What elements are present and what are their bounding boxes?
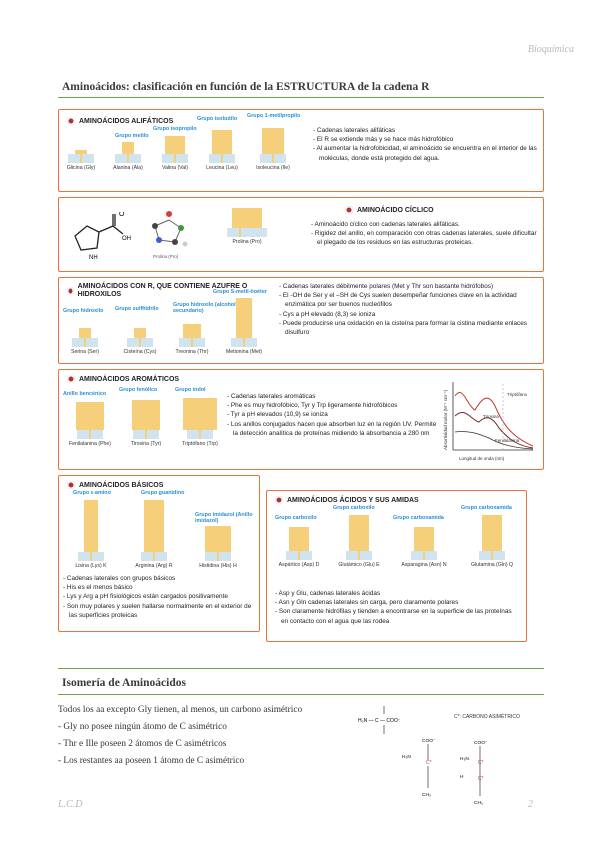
group-label: Anillo bencénico — [63, 391, 107, 397]
svg-text:Tirosina: Tirosina — [483, 414, 499, 419]
molecule-cys: Cisteína (Cys) — [117, 328, 163, 355]
aromatic-bullets: - Cadenas laterales aromáticas - Phe es muy hidrofóbico, Tyr y Trp ligeramente hidrofóbicos - Tyr a pH elevados (10,9) se ioniza - Los anillos conjugados hacen que absorben luz en la región UV. Permite la detección analítica de proteínas midiendo la absorbancia a 280 nm — [227, 393, 437, 437]
group-label: Grupo hidroxilo — [63, 308, 104, 314]
svg-text:NH: NH — [89, 255, 98, 261]
section-title-isomeria: Isomería de Aminoácidos — [62, 677, 186, 689]
footer-author: L.C.D — [58, 799, 83, 810]
aromatic-title: AMINOÁCIDOS AROMÁTICOS — [67, 375, 179, 383]
section-divider — [58, 668, 544, 669]
molecule-met: Metionina (Met) — [219, 298, 269, 355]
uv-absorbance-plot — [439, 376, 539, 466]
svg-text:Fenilalanina: Fenilalanina — [495, 438, 520, 443]
group-label: Grupo indol — [175, 387, 206, 393]
aminoacid-icon — [67, 117, 75, 125]
aminoacid-icon — [67, 481, 75, 489]
molecule-glu: Glutámico (Glu) E — [329, 515, 389, 568]
molecule-gln: Glutamina (Gln) Q — [461, 515, 523, 568]
hydroxyl-title: AMINOÁCIDOS CON R, QUE CONTIENE AZUFRE O HIDROXILOS — [67, 283, 257, 299]
svg-text:O: O — [119, 212, 125, 218]
svg-text:CH₃: CH₃ — [422, 793, 431, 798]
aminoacid-icon — [275, 496, 283, 504]
molecule-val: Valina (Val) — [155, 136, 195, 171]
card-basic — [58, 475, 260, 632]
group-label: Grupo metilo — [115, 133, 149, 139]
molecule-tyr: Tirosina (Tyr) — [121, 400, 171, 447]
group-label: Grupo sulfhidrilo — [115, 306, 159, 312]
basic-bullets: - Cadenas laterales con grupos básicos - His es el menos básico - Lys y Arg a pH fisiológicos están cargados positivamente - Son muy polares y suelen hallarse normalmente en el exterior de las superficies proteicas — [63, 575, 252, 619]
group-label: Grupo isopropilo — [153, 126, 197, 132]
section-title-structure: Aminoácidos: clasificación en función de la ESTRUCTURA de la cadena R — [62, 81, 430, 93]
group-label: Grupo carboxilo — [275, 515, 317, 521]
cyclic-title: AMINOÁCIDO CÍCLICO — [345, 206, 434, 214]
svg-text:C*: C* — [478, 776, 484, 782]
aminoacid-icon — [345, 206, 353, 214]
molecule-ser: Serina (Ser) — [63, 328, 107, 355]
svg-text:H₃N — C — COO⁻: H₃N — C — COO⁻ — [358, 718, 401, 724]
svg-text:C*: C* — [426, 760, 432, 766]
group-label: Grupo imidazol (Anillo imidazol) — [195, 512, 253, 524]
group-label: Grupo isobutilo — [197, 116, 238, 122]
card-aromatic — [58, 369, 544, 470]
molecule-pro: Prolina (Pro) — [219, 208, 275, 245]
molecule-trp: Triptófano (Trp) — [173, 398, 227, 447]
molecule-asn: Asparagina (Asn) N — [391, 527, 457, 568]
svg-text:COO⁻: COO⁻ — [474, 741, 488, 746]
section-divider — [58, 694, 544, 695]
card-acidic — [266, 490, 527, 642]
group-label: Grupo ε-amino — [73, 490, 111, 496]
page-number: 2 — [528, 799, 533, 810]
svg-text:Triptófano: Triptófano — [507, 392, 528, 397]
molecule-phe: Fenilalanina (Phe) — [65, 402, 115, 447]
group-label: Grupo hidroxilo (alcohol secundario) — [173, 302, 236, 314]
section-divider — [58, 97, 544, 98]
molecule-gly: Glicina (Gly) — [63, 150, 99, 171]
molecule-ile: Isoleucina (Ile) — [249, 128, 297, 171]
group-label: Grupo carboxilo — [333, 505, 375, 511]
svg-text:OH: OH — [122, 236, 131, 242]
group-label: Grupo guanidino — [141, 490, 185, 496]
svg-text:H₃N: H₃N — [402, 755, 411, 760]
aliphatic-bullets: - Cadenas laterales alifáticas - El R se extiende más y se hace más hidrofóbico - Al aumentar la hidrofobicidad, el aminoácido se encuentra en el interior de las moléculas, donde está protegido del agua. — [313, 127, 537, 162]
isomeria-text: Todos los aa excepto Gly tienen, al menos, un carbono asimétrico - Gly no posee ningún átomo de C asimétrico - Thr e Ille poseen 2 átomos de C asimétricos - Los restantes aa poseen 1 átomo de C asimétrico — [58, 705, 303, 766]
svg-text:H: H — [460, 775, 464, 780]
chiral-carbon-figure — [356, 700, 526, 808]
molecule-thr: Treonina (Thr) — [169, 324, 215, 355]
svg-text:Longitud de onda (nm): Longitud de onda (nm) — [459, 456, 505, 461]
molecule-asp: Aspártico (Asp) D — [269, 527, 329, 568]
proline-3d-model — [139, 206, 197, 264]
svg-text:H₃N: H₃N — [460, 757, 469, 762]
svg-text:CH₃: CH₃ — [474, 801, 483, 806]
group-label: Grupo carboxamida — [393, 515, 444, 521]
svg-text:Absortividad molar (M⁻¹ cm⁻¹): Absortividad molar (M⁻¹ cm⁻¹) — [443, 389, 448, 450]
acidic-title: AMINOÁCIDOS ÁCIDOS Y SUS AMIDAS — [275, 496, 419, 504]
molecule-leu: Leucina (Leu) — [199, 130, 245, 171]
acidic-bullets: - Asp y Glu, cadenas laterales ácidas - Asn y Gln cadenas laterales sin carga, pero claramente polares - Son claramente hidrófilas y tienden a encontrarse en la superficie de las proteínas en contacto con el agua que las rodea — [275, 590, 512, 625]
basic-title: AMINOÁCIDOS BÁSICOS — [67, 481, 163, 489]
aminoacid-icon — [67, 287, 74, 295]
cyclic-bullets: - Aminoácido cíclico con cadenas laterales alifáticas. - Rigidez del anillo, en comparación con otras cadenas laterales, suele dificultar el plegado de los residuos en las estructuras proteicas. — [311, 221, 537, 247]
svg-text:Prolina (Pro): Prolina (Pro) — [153, 254, 179, 259]
molecule-ala: Alanina (Ala) — [107, 142, 149, 171]
group-label: Grupo S-metil-tioéter — [213, 289, 267, 295]
svg-text:COO⁻: COO⁻ — [422, 739, 436, 744]
molecule-his: Histidina (His) H — [187, 526, 249, 569]
header-subject: Bioquímica — [527, 44, 574, 55]
aminoacid-icon — [67, 375, 75, 383]
molecule-arg: Arginina (Arg) R — [123, 500, 185, 569]
group-label: Grupo 1-metilpropilo — [247, 113, 301, 119]
card-hydroxyl-sulfur — [58, 277, 544, 364]
svg-text:C*: CARBONO ASIMÉTRICO: C*: CARBONO ASIMÉTRICO — [454, 714, 520, 720]
svg-text:C*: C* — [478, 760, 484, 766]
proline-skeletal-structure — [65, 212, 135, 262]
hydroxyl-bullets: - Cadenas laterales débilmente polares (Met y Thr son bastante hidrófobos) - El -OH de Ser y el –SH de Cys suelen desempeñar funciones clave en la actividad enzimática por ser buenos nucleófilos - Cys a pH elevado (8,3) se ioniza - Puede producirse una oxidación en la cisteína para formar la cistina mediante enlaces disulfuro — [279, 283, 527, 337]
molecule-lys: Lisina (Lys) K — [61, 500, 121, 569]
card-aliphatic — [58, 109, 544, 192]
group-label: Grupo carboxamida — [461, 505, 512, 511]
group-label: Grupo fenólico — [119, 387, 158, 393]
card-cyclic — [58, 197, 544, 272]
aliphatic-title: AMINOÁCIDOS ALIFÁTICOS — [67, 117, 173, 125]
